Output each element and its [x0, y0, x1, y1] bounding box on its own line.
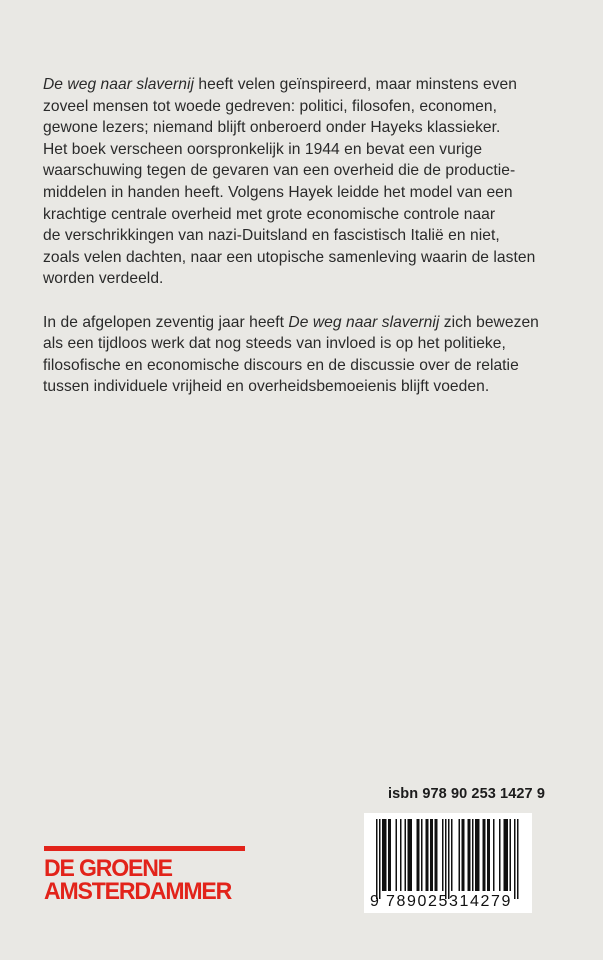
barcode-bar [469, 819, 471, 891]
barcode-bar [451, 819, 453, 891]
logo-bar [44, 846, 245, 851]
barcode-bar [436, 819, 438, 891]
blurb-line: waarschuwing tegen de gevaren van een overheid die de productie- [43, 162, 516, 180]
barcode-bar [409, 819, 411, 891]
barcode-bar [426, 819, 428, 891]
barcode-bar [462, 819, 464, 891]
blurb-line: zoals velen dachten, naar een utopische samenleving waarin de lasten [43, 248, 536, 266]
barcode-digit-groups: 789025314279 [386, 893, 512, 910]
back-cover-blurb [43, 74, 563, 398]
barcode-bar [430, 819, 432, 891]
isbn-label: isbn 978 90 253 1427 9 [388, 786, 545, 802]
blurb-line: middelen in handen heeft. Volgens Hayek leidde het model van een [43, 183, 513, 201]
barcode-bar [442, 819, 444, 891]
barcode-bar [475, 819, 477, 891]
blurb-line: de verschrikkingen van nazi-Duitsland en fascistisch Italië en niet, [43, 227, 500, 245]
blurb-paragraph-2 [43, 312, 563, 398]
barcode-bar [390, 819, 392, 891]
barcode-bar [493, 819, 495, 891]
barcode-bar [408, 819, 410, 891]
blurb-line: gewone lezers; niemand blijft onberoerd onder Hayeks klassieker. [43, 119, 501, 137]
barcode-bar [421, 819, 423, 891]
barcode-bar [504, 819, 506, 891]
barcode [364, 813, 532, 913]
barcode-bar [396, 819, 398, 891]
barcode-bar [448, 819, 450, 899]
barcode-bar [382, 819, 384, 891]
barcode-bar [499, 819, 501, 891]
barcode-bar [477, 819, 479, 891]
blurb-line: filosofische en economische discours en de discussie over de relatie [43, 356, 519, 374]
barcode-bar [468, 819, 470, 891]
blurb-line: De weg naar slavernij heeft velen geïnspireerd, maar minstens even [43, 76, 517, 93]
blurb-line: als een tijdloos werk dat nog steeds van invloed is op het politieke, [43, 335, 506, 353]
barcode-bar [418, 819, 420, 891]
barcode-bar [517, 819, 519, 899]
barcode-bar [478, 819, 480, 891]
barcode-digits [364, 893, 532, 913]
barcode-bar [432, 819, 434, 891]
barcode-bar [411, 819, 413, 891]
barcode-bar [514, 819, 516, 899]
barcode-bar [463, 819, 465, 891]
barcode-bar [384, 819, 386, 891]
barcode-bar [400, 819, 402, 891]
barcode-bar [379, 819, 381, 899]
blurb-line: tussen individuele vrijheid en overheidsbemoeienis blijft voeden. [43, 378, 490, 396]
logo-line-1: DE GROENE [44, 855, 172, 882]
barcode-bar [510, 819, 512, 891]
barcode-bar [417, 819, 419, 891]
barcode-bar [435, 819, 437, 891]
barcode-bar [489, 819, 491, 891]
book-title-italic: De weg naar slavernij [43, 76, 194, 93]
barcode-bar [405, 819, 407, 891]
barcode-bar [505, 819, 507, 891]
publisher-logo [44, 846, 254, 903]
blurb-line: krachtige centrale overheid met grote economische controle naar [43, 205, 496, 223]
blurb-line: worden verdeeld. [43, 270, 164, 288]
barcode-bar [484, 819, 486, 891]
barcode-bar [445, 819, 447, 899]
blurb-line: zoveel mensen tot woede gedreven: politici, filosofen, economen, [43, 97, 497, 115]
logo-line-2: AMSTERDAMMER [44, 878, 232, 905]
book-title-italic: De weg naar slavernij [288, 313, 440, 331]
barcode-bar [388, 819, 390, 891]
barcode-bar [459, 819, 461, 891]
barcode-first-digit: 9 [370, 893, 379, 910]
blurb-line: Het boek verscheen oorspronkelijk in 1944 en bevat een vurige [43, 140, 483, 158]
barcode-bar [483, 819, 485, 891]
barcode-bar [487, 819, 489, 891]
barcode-bar [376, 819, 378, 899]
blurb-line: In de afgelopen zeventig jaar heeft De weg naar slavernij zich bewezen [43, 313, 539, 331]
barcode-bar [507, 819, 509, 891]
blurb-paragraph-1 [43, 74, 563, 290]
barcode-bar [385, 819, 387, 891]
barcode-bar [427, 819, 429, 891]
barcode-bar [472, 819, 474, 891]
